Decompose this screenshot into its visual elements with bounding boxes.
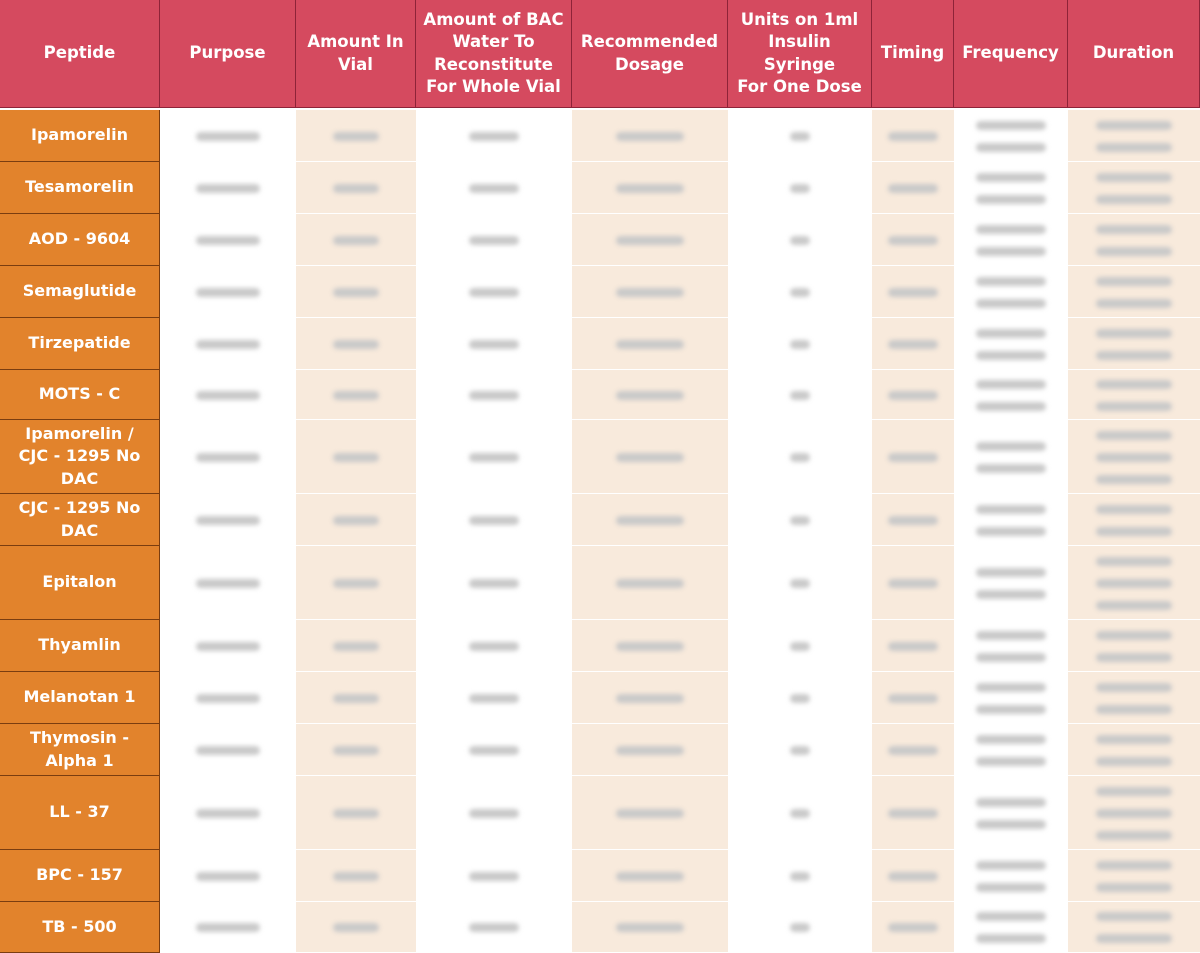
blurred-cell-content — [790, 184, 810, 193]
table-cell — [160, 420, 296, 494]
blurred-cell-content — [976, 402, 1046, 411]
peptide-name-cell: BPC - 157 — [0, 850, 160, 902]
blurred-cell-content — [1096, 705, 1172, 714]
table-cell — [728, 110, 872, 162]
blurred-cell-content — [976, 505, 1046, 514]
table-cell — [416, 724, 572, 776]
table-cell — [954, 546, 1068, 620]
peptide-name-cell: Ipamorelin / CJC - 1295 No DAC — [0, 420, 160, 494]
blurred-cell-content — [333, 694, 379, 703]
blurred-cell-content — [616, 184, 684, 193]
table-cell — [296, 162, 416, 214]
blurred-cell-content — [616, 746, 684, 755]
table-cell — [728, 494, 872, 546]
blurred-cell-content — [888, 642, 938, 651]
blurred-cell-content — [790, 236, 810, 245]
blurred-cell-content — [196, 872, 260, 881]
blurred-cell-content — [333, 184, 379, 193]
blurred-cell-content — [196, 516, 260, 525]
blurred-cell-content — [790, 516, 810, 525]
blurred-cell-content — [1096, 299, 1172, 308]
blurred-cell-content — [976, 735, 1046, 744]
table-cell — [954, 420, 1068, 494]
header-duration: Duration — [1068, 0, 1200, 108]
blurred-cell-content — [888, 288, 938, 297]
blurred-cell-content — [616, 642, 684, 651]
table-cell — [1068, 776, 1200, 850]
table-cell — [572, 370, 728, 420]
table-cell — [572, 318, 728, 370]
blurred-cell-content — [1096, 527, 1172, 536]
table-cell — [872, 494, 954, 546]
table-cell — [954, 902, 1068, 953]
table-cell — [872, 214, 954, 266]
table-cell — [954, 724, 1068, 776]
blurred-cell-content — [976, 683, 1046, 692]
blurred-cell-content — [333, 516, 379, 525]
blurred-cell-content — [976, 527, 1046, 536]
blurred-cell-content — [469, 340, 519, 349]
peptide-name-cell: CJC - 1295 No DAC — [0, 494, 160, 546]
blurred-cell-content — [888, 694, 938, 703]
peptide-name-cell: Semaglutide — [0, 266, 160, 318]
blurred-cell-content — [790, 288, 810, 297]
table-cell — [728, 318, 872, 370]
blurred-cell-content — [1096, 831, 1172, 840]
blurred-cell-content — [469, 579, 519, 588]
table-cell — [572, 162, 728, 214]
blurred-cell-content — [888, 236, 938, 245]
peptide-name-cell: Thymosin - Alpha 1 — [0, 724, 160, 776]
blurred-cell-content — [616, 340, 684, 349]
blurred-cell-content — [1096, 735, 1172, 744]
blurred-cell-content — [790, 453, 810, 462]
table-cell — [416, 318, 572, 370]
table-cell — [954, 370, 1068, 420]
table-cell — [416, 162, 572, 214]
table-cell — [416, 776, 572, 850]
blurred-cell-content — [888, 872, 938, 881]
table-cell — [954, 214, 1068, 266]
table-cell — [572, 724, 728, 776]
table-cell — [296, 776, 416, 850]
table-cell — [728, 266, 872, 318]
blurred-cell-content — [976, 351, 1046, 360]
header-units: Units on 1ml Insulin Syringe For One Dose — [728, 0, 872, 108]
blurred-cell-content — [1096, 247, 1172, 256]
blurred-cell-content — [976, 225, 1046, 234]
blurred-cell-content — [1096, 475, 1172, 484]
blurred-cell-content — [333, 288, 379, 297]
table-cell — [572, 850, 728, 902]
header-timing: Timing — [872, 0, 954, 108]
table-cell — [728, 902, 872, 953]
blurred-cell-content — [616, 391, 684, 400]
blurred-cell-content — [616, 579, 684, 588]
table-cell — [160, 620, 296, 672]
blurred-cell-content — [469, 236, 519, 245]
table-cell — [728, 724, 872, 776]
blurred-cell-content — [333, 579, 379, 588]
blurred-cell-content — [888, 184, 938, 193]
table-cell — [416, 370, 572, 420]
peptide-name-cell: LL - 37 — [0, 776, 160, 850]
table-cell — [296, 494, 416, 546]
table-cell — [416, 110, 572, 162]
peptide-name-cell: Ipamorelin — [0, 110, 160, 162]
blurred-cell-content — [976, 653, 1046, 662]
blurred-cell-content — [469, 453, 519, 462]
table-cell — [728, 420, 872, 494]
table-cell — [160, 214, 296, 266]
table-cell — [160, 266, 296, 318]
blurred-cell-content — [196, 694, 260, 703]
blurred-cell-content — [888, 746, 938, 755]
table-cell — [572, 110, 728, 162]
table-cell — [572, 546, 728, 620]
table-cell — [1068, 850, 1200, 902]
table-cell — [572, 672, 728, 724]
table-cell — [1068, 266, 1200, 318]
table-cell — [954, 776, 1068, 850]
blurred-cell-content — [976, 568, 1046, 577]
blurred-cell-content — [976, 121, 1046, 130]
table-cell — [954, 620, 1068, 672]
table-cell — [954, 850, 1068, 902]
blurred-cell-content — [976, 798, 1046, 807]
table-cell — [954, 110, 1068, 162]
blurred-cell-content — [333, 391, 379, 400]
table-cell — [296, 370, 416, 420]
blurred-cell-content — [976, 195, 1046, 204]
header-purpose: Purpose — [160, 0, 296, 108]
blurred-cell-content — [976, 934, 1046, 943]
table-cell — [954, 266, 1068, 318]
header-bac-water: Amount of BAC Water To Reconstitute For Whole Vial — [416, 0, 572, 108]
blurred-cell-content — [469, 923, 519, 932]
blurred-cell-content — [976, 631, 1046, 640]
table-cell — [954, 162, 1068, 214]
blurred-cell-content — [1096, 195, 1172, 204]
blurred-cell-content — [976, 861, 1046, 870]
blurred-cell-content — [1096, 453, 1172, 462]
blurred-cell-content — [1096, 402, 1172, 411]
blurred-cell-content — [1096, 787, 1172, 796]
table-cell — [296, 420, 416, 494]
table-cell — [572, 214, 728, 266]
blurred-cell-content — [196, 923, 260, 932]
blurred-cell-content — [976, 143, 1046, 152]
blurred-cell-content — [790, 340, 810, 349]
blurred-cell-content — [888, 579, 938, 588]
table-header-row — [0, 0, 1200, 108]
blurred-cell-content — [976, 705, 1046, 714]
blurred-cell-content — [333, 746, 379, 755]
blurred-cell-content — [976, 380, 1046, 389]
table-cell — [296, 620, 416, 672]
table-cell — [1068, 724, 1200, 776]
blurred-cell-content — [1096, 631, 1172, 640]
blurred-cell-content — [469, 516, 519, 525]
table-cell — [160, 724, 296, 776]
table-cell — [728, 850, 872, 902]
blurred-cell-content — [976, 247, 1046, 256]
blurred-cell-content — [976, 820, 1046, 829]
header-frequency: Frequency — [954, 0, 1068, 108]
blurred-cell-content — [196, 391, 260, 400]
table-cell — [572, 902, 728, 953]
table-cell — [872, 266, 954, 318]
table-cell — [572, 266, 728, 318]
table-cell — [160, 494, 296, 546]
blurred-cell-content — [1096, 557, 1172, 566]
blurred-cell-content — [196, 340, 260, 349]
blurred-cell-content — [616, 923, 684, 932]
table-cell — [728, 214, 872, 266]
blurred-cell-content — [888, 132, 938, 141]
table-cell — [1068, 110, 1200, 162]
table-cell — [872, 850, 954, 902]
blurred-cell-content — [616, 516, 684, 525]
table-cell — [872, 902, 954, 953]
table-cell — [1068, 318, 1200, 370]
table-cell — [296, 546, 416, 620]
blurred-cell-content — [333, 642, 379, 651]
table-cell — [872, 420, 954, 494]
table-cell — [1068, 902, 1200, 953]
table-cell — [1068, 494, 1200, 546]
blurred-cell-content — [469, 184, 519, 193]
blurred-cell-content — [1096, 121, 1172, 130]
blurred-cell-content — [1096, 861, 1172, 870]
table-cell — [296, 266, 416, 318]
blurred-cell-content — [469, 288, 519, 297]
table-cell — [872, 370, 954, 420]
peptide-name-cell: MOTS - C — [0, 370, 160, 420]
blurred-cell-content — [469, 391, 519, 400]
table-cell — [160, 162, 296, 214]
blurred-cell-content — [790, 809, 810, 818]
blurred-cell-content — [1096, 883, 1172, 892]
blurred-cell-content — [1096, 757, 1172, 766]
peptide-name-cell: Tirzepatide — [0, 318, 160, 370]
blurred-cell-content — [1096, 173, 1172, 182]
blurred-cell-content — [196, 579, 260, 588]
blurred-cell-content — [976, 464, 1046, 473]
blurred-cell-content — [790, 642, 810, 651]
blurred-cell-content — [616, 236, 684, 245]
table-cell — [416, 546, 572, 620]
blurred-cell-content — [1096, 277, 1172, 286]
blurred-cell-content — [333, 340, 379, 349]
peptide-name-cell: Melanotan 1 — [0, 672, 160, 724]
table-cell — [160, 110, 296, 162]
table-cell — [572, 494, 728, 546]
blurred-cell-content — [196, 642, 260, 651]
header-peptide: Peptide — [0, 0, 160, 108]
header-recommended-dosage: Recommended Dosage — [572, 0, 728, 108]
blurred-cell-content — [976, 757, 1046, 766]
table-cell — [160, 672, 296, 724]
table-cell — [1068, 620, 1200, 672]
table-cell — [1068, 370, 1200, 420]
blurred-cell-content — [1096, 912, 1172, 921]
table-cell — [572, 776, 728, 850]
blurred-cell-content — [888, 516, 938, 525]
blurred-cell-content — [469, 746, 519, 755]
table-cell — [416, 420, 572, 494]
blurred-cell-content — [790, 872, 810, 881]
peptide-name-cell: Epitalon — [0, 546, 160, 620]
blurred-cell-content — [469, 809, 519, 818]
blurred-cell-content — [790, 391, 810, 400]
blurred-cell-content — [333, 923, 379, 932]
table-cell — [872, 620, 954, 672]
table-cell — [954, 318, 1068, 370]
blurred-cell-content — [790, 132, 810, 141]
blurred-cell-content — [1096, 653, 1172, 662]
table-cell — [572, 620, 728, 672]
blurred-cell-content — [976, 173, 1046, 182]
blurred-cell-content — [888, 809, 938, 818]
table-cell — [296, 902, 416, 953]
blurred-cell-content — [790, 923, 810, 932]
blurred-cell-content — [790, 746, 810, 755]
table-cell — [416, 620, 572, 672]
table-cell — [872, 162, 954, 214]
table-cell — [954, 672, 1068, 724]
table-cell — [728, 672, 872, 724]
blurred-cell-content — [616, 694, 684, 703]
table-cell — [160, 902, 296, 953]
blurred-cell-content — [616, 872, 684, 881]
table-cell — [1068, 420, 1200, 494]
blurred-cell-content — [1096, 505, 1172, 514]
table-cell — [728, 620, 872, 672]
blurred-cell-content — [790, 694, 810, 703]
blurred-cell-content — [469, 872, 519, 881]
table-cell — [872, 318, 954, 370]
header-amount-in-vial: Amount In Vial — [296, 0, 416, 108]
table-cell — [728, 546, 872, 620]
blurred-cell-content — [1096, 225, 1172, 234]
blurred-cell-content — [616, 288, 684, 297]
blurred-cell-content — [1096, 809, 1172, 818]
table-cell — [1068, 214, 1200, 266]
table-cell — [296, 110, 416, 162]
blurred-cell-content — [1096, 683, 1172, 692]
blurred-cell-content — [333, 872, 379, 881]
blurred-cell-content — [976, 590, 1046, 599]
blurred-cell-content — [469, 132, 519, 141]
blurred-cell-content — [616, 453, 684, 462]
table-cell — [296, 672, 416, 724]
table-cell — [416, 266, 572, 318]
blurred-cell-content — [790, 579, 810, 588]
table-cell — [160, 776, 296, 850]
blurred-cell-content — [469, 694, 519, 703]
blurred-cell-content — [888, 340, 938, 349]
table-cell — [160, 318, 296, 370]
table-cell — [872, 724, 954, 776]
table-cell — [572, 420, 728, 494]
blurred-cell-content — [196, 236, 260, 245]
blurred-cell-content — [976, 277, 1046, 286]
table-cell — [416, 214, 572, 266]
blurred-cell-content — [1096, 934, 1172, 943]
table-cell — [728, 370, 872, 420]
blurred-cell-content — [976, 883, 1046, 892]
blurred-cell-content — [888, 453, 938, 462]
header-divider — [0, 108, 1200, 110]
blurred-cell-content — [976, 442, 1046, 451]
blurred-cell-content — [196, 746, 260, 755]
table-cell — [416, 902, 572, 953]
peptide-name-cell: Thyamlin — [0, 620, 160, 672]
table-cell — [1068, 162, 1200, 214]
table-cell — [1068, 672, 1200, 724]
blurred-cell-content — [196, 453, 260, 462]
table-cell — [416, 850, 572, 902]
table-cell — [296, 214, 416, 266]
blurred-cell-content — [616, 809, 684, 818]
blurred-cell-content — [888, 391, 938, 400]
peptide-name-cell: TB - 500 — [0, 902, 160, 953]
table-cell — [954, 494, 1068, 546]
blurred-cell-content — [1096, 601, 1172, 610]
table-cell — [728, 776, 872, 850]
table-cell — [296, 850, 416, 902]
peptide-name-cell: AOD - 9604 — [0, 214, 160, 266]
blurred-cell-content — [1096, 351, 1172, 360]
blurred-cell-content — [1096, 143, 1172, 152]
table-cell — [296, 724, 416, 776]
blurred-cell-content — [616, 132, 684, 141]
blurred-cell-content — [196, 184, 260, 193]
table-cell — [872, 672, 954, 724]
blurred-cell-content — [1096, 579, 1172, 588]
blurred-cell-content — [196, 132, 260, 141]
blurred-cell-content — [976, 912, 1046, 921]
blurred-cell-content — [888, 923, 938, 932]
table-cell — [160, 370, 296, 420]
table-cell — [160, 546, 296, 620]
table-cell — [296, 318, 416, 370]
blurred-cell-content — [976, 299, 1046, 308]
table-cell — [872, 546, 954, 620]
blurred-cell-content — [333, 236, 379, 245]
blurred-cell-content — [333, 453, 379, 462]
table-cell — [1068, 546, 1200, 620]
table-cell — [416, 672, 572, 724]
table-cell — [872, 776, 954, 850]
blurred-cell-content — [196, 809, 260, 818]
blurred-cell-content — [1096, 380, 1172, 389]
blurred-cell-content — [1096, 431, 1172, 440]
table-cell — [416, 494, 572, 546]
blurred-cell-content — [976, 329, 1046, 338]
blurred-cell-content — [196, 288, 260, 297]
table-cell — [160, 850, 296, 902]
peptide-name-cell: Tesamorelin — [0, 162, 160, 214]
blurred-cell-content — [333, 132, 379, 141]
blurred-cell-content — [1096, 329, 1172, 338]
blurred-cell-content — [333, 809, 379, 818]
table-cell — [728, 162, 872, 214]
blurred-cell-content — [469, 642, 519, 651]
table-cell — [872, 110, 954, 162]
